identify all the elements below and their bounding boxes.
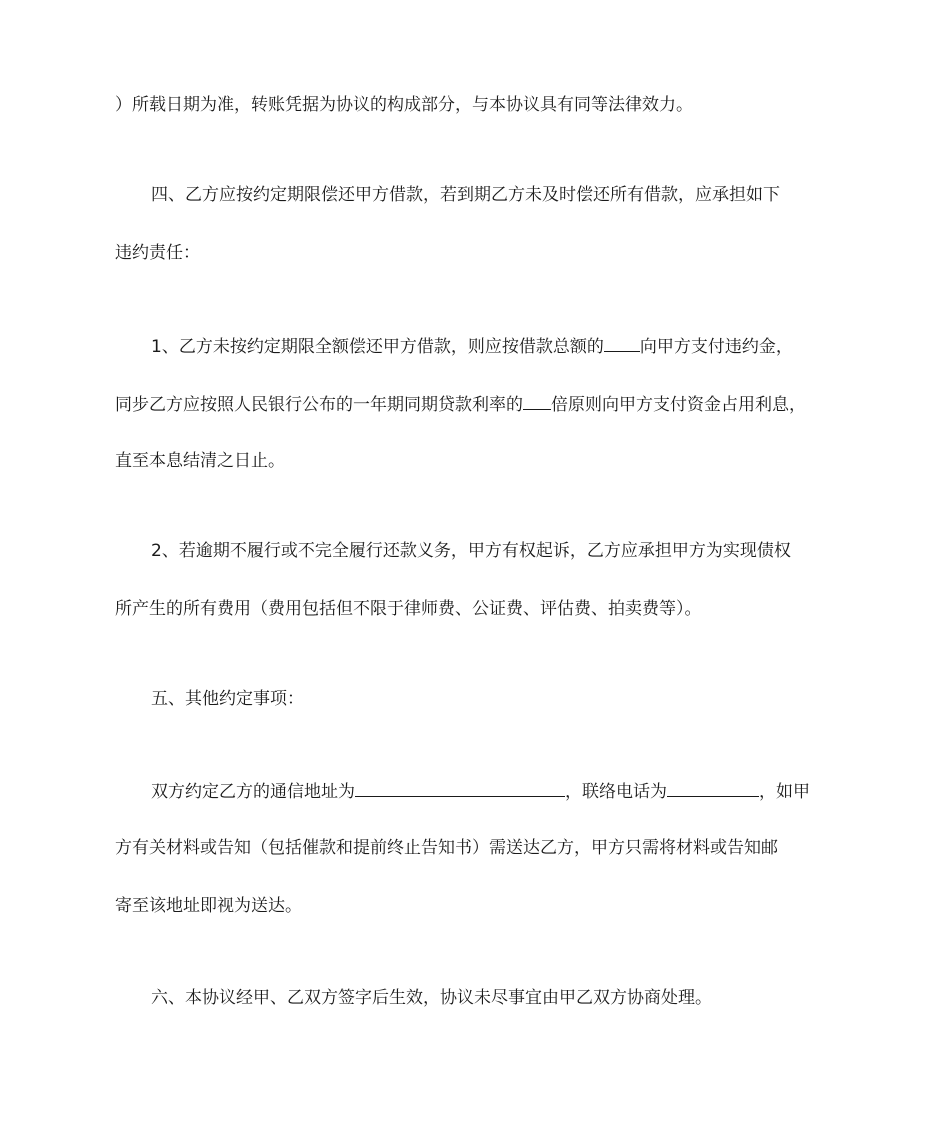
clause-five-line-1 xyxy=(151,778,810,804)
text-line: 违约责任： xyxy=(115,243,200,263)
text-line: 所产生的所有费用（费用包括但不限于律师费、公证费、评估费、拍卖费等）。 xyxy=(115,599,702,619)
text-line: ）所载日期为准，转账凭据为协议的构成部分，与本协议具有同等法律效力。 xyxy=(115,95,693,115)
clause-four-line-2 xyxy=(115,241,200,265)
item-two-line-2 xyxy=(115,597,702,621)
text-segment: 1、乙方未按约定期限全额偿还甲方借款，则应按借款总额的 xyxy=(151,337,604,357)
text-line: 2、若逾期不履行或不完全履行还款义务，甲方有权起诉，乙方应承担甲方为实现债权 xyxy=(151,541,791,561)
text-segment: 同步乙方应按照人民银行公布的一年期同期贷款利率的 xyxy=(115,395,523,415)
paragraph-continuation-line xyxy=(115,93,693,117)
text-line: 五、其他约定事项： xyxy=(151,689,304,709)
item-one-line-2 xyxy=(115,391,806,417)
text-line: 方有关材料或告知（包括催款和提前终止告知书）需送达乙方，甲方只需将材料或告知邮 xyxy=(115,838,778,858)
text-line: 四、乙方应按约定期限偿还甲方借款，若到期乙方未及时偿还所有借款，应承担如下 xyxy=(151,185,780,205)
text-segment: 向甲方支付违约金， xyxy=(639,337,793,357)
clause-six-line xyxy=(151,986,712,1010)
item-two-line-1 xyxy=(151,539,791,563)
address-blank xyxy=(355,778,565,797)
text-line: 直至本息结清之日止。 xyxy=(115,451,285,471)
text-segment: ，联络电话为 xyxy=(565,782,667,802)
text-segment: ，如甲 xyxy=(759,782,810,802)
text-segment: 倍原则向甲方支付资金占用利息， xyxy=(551,395,806,415)
interest-multiple-blank xyxy=(523,391,551,410)
text-line: 寄至该地址即视为送达。 xyxy=(115,896,302,916)
phone-blank xyxy=(667,778,759,797)
item-one-line-3 xyxy=(115,449,285,473)
clause-five-line-3 xyxy=(115,894,302,918)
item-one-line-1 xyxy=(151,333,793,359)
clause-five-line-2 xyxy=(115,836,778,860)
text-line: 六、本协议经甲、乙双方签字后生效，协议未尽事宜由甲乙双方协商处理。 xyxy=(151,988,712,1008)
clause-five-heading xyxy=(151,687,304,711)
clause-four-line-1 xyxy=(151,183,780,207)
text-segment: 双方约定乙方的通信地址为 xyxy=(151,782,355,802)
penalty-rate-blank xyxy=(604,333,640,352)
